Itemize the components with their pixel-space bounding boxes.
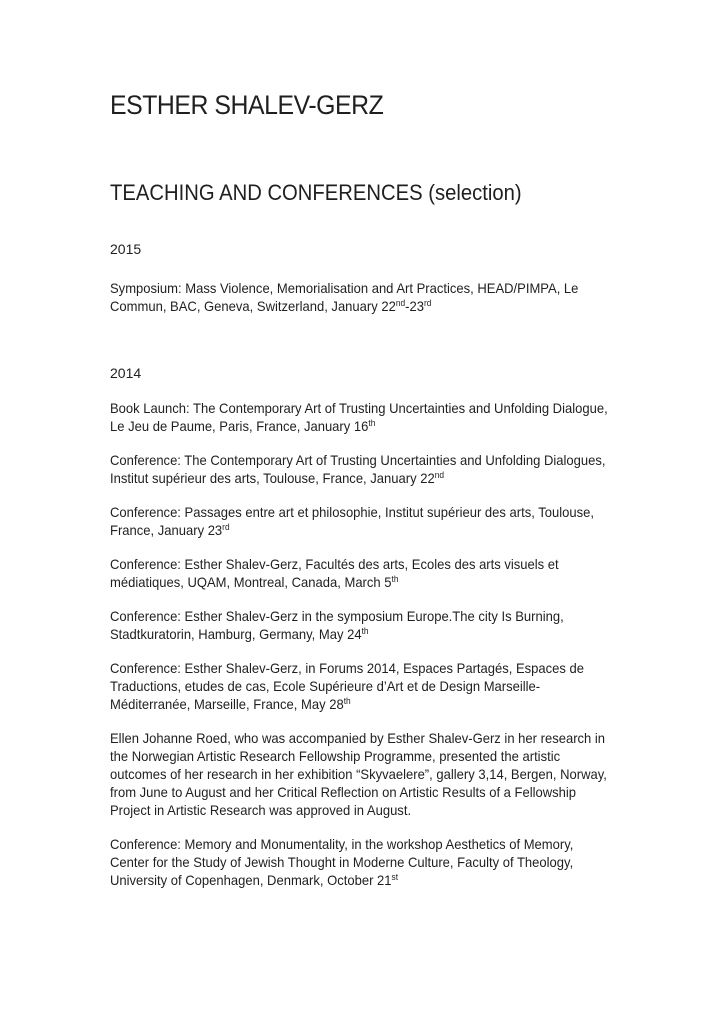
list-item (110, 555, 612, 591)
entry-line: Stadtkuratorin, Hamburg, Germany, May 24 (110, 626, 362, 642)
entry-line: Project in Artistic Research was approved in August. (110, 802, 412, 818)
entry-line: Conference: Esther Shalev-Gerz in the symposium Europe.The city Is Burning, (110, 608, 564, 624)
entry-line: Institut supérieur des arts, Toulouse, France, January 22 (110, 470, 435, 486)
entry-line: the Norwegian Artistic Research Fellowship Programme, presented the artistic (110, 748, 561, 764)
year-entries (110, 399, 630, 889)
entry-line: Le Jeu de Paume, Paris, France, January 16 (110, 418, 369, 434)
ordinal-suffix: rd (222, 522, 230, 532)
entry-line: Conference: Memory and Monumentality, in the workshop Aesthetics of Memory, (110, 836, 574, 852)
entry-line: France, January 23 (110, 522, 223, 538)
year-heading: 2014 (110, 365, 142, 381)
entry-line: from June to August and her Critical Reflection on Artistic Results of a Fellowship (110, 784, 577, 800)
list-item (110, 503, 612, 539)
ordinal-suffix: rd (423, 298, 432, 308)
entry-line: Traductions, etudes de cas, Ecole Supérieure d’Art et de Design Marseille- (110, 678, 541, 694)
document-page (110, 88, 630, 889)
ordinal-suffix: nd (395, 298, 406, 308)
ordinal-suffix: th (391, 574, 399, 584)
entry-line: University of Copenhagen, Denmark, October 21 (110, 872, 392, 888)
entry-line: Conference: Esther Shalev-Gerz, Facultés des arts, Ecoles des arts visuels et (110, 556, 559, 572)
entry-line: Conference: The Contemporary Art of Trusting Uncertainties and Unfolding Dialogues, (110, 452, 606, 468)
entry-line: Book Launch: The Contemporary Art of Trusting Uncertainties and Unfolding Dialogue, (110, 400, 608, 416)
entry-line: Ellen Johanne Roed, who was accompanied by Esther Shalev-Gerz in her research in (110, 730, 606, 746)
entry-line: Symposium: Mass Violence, Memorialisation and Art Practices, HEAD/PIMPA, Le (110, 280, 579, 296)
list-item (110, 659, 612, 713)
list-item (110, 729, 612, 819)
entry-text: -23 (405, 298, 424, 314)
year-heading: 2015 (110, 241, 142, 257)
ordinal-suffix: th (368, 418, 376, 428)
list-item (110, 451, 612, 487)
ordinal-suffix: nd (434, 470, 445, 480)
entry-line: Méditerranée, Marseille, France, May 28 (110, 696, 344, 712)
entry-line: outcomes of her research in her exhibition “Skyvaelere”, gallery 3,14, Bergen, Norway, (110, 766, 607, 782)
entry-line: Conference: Esther Shalev-Gerz, in Forums 2014, Espaces Partagés, Espaces de (110, 660, 585, 676)
list-item (110, 835, 612, 889)
list-item (110, 607, 612, 643)
document-title: ESTHER SHALEV-GERZ (110, 90, 384, 120)
list-item (110, 399, 612, 435)
entry-line: médiatiques, UQAM, Montreal, Canada, March 5 (110, 574, 392, 590)
section-title: TEACHING AND CONFERENCES (selection) (110, 180, 522, 205)
entry-line: Commun, BAC, Geneva, Switzerland, January 22 (110, 298, 396, 314)
ordinal-suffix: st (391, 872, 399, 882)
ordinal-suffix: th (343, 696, 351, 706)
entry-line: Center for the Study of Jewish Thought in Moderne Culture, Faculty of Theology, (110, 854, 574, 870)
entry-line: Conference: Passages entre art et philosophie, Institut supérieur des arts, Toulouse, (110, 504, 594, 520)
ordinal-suffix: th (361, 626, 369, 636)
list-item (110, 279, 612, 315)
